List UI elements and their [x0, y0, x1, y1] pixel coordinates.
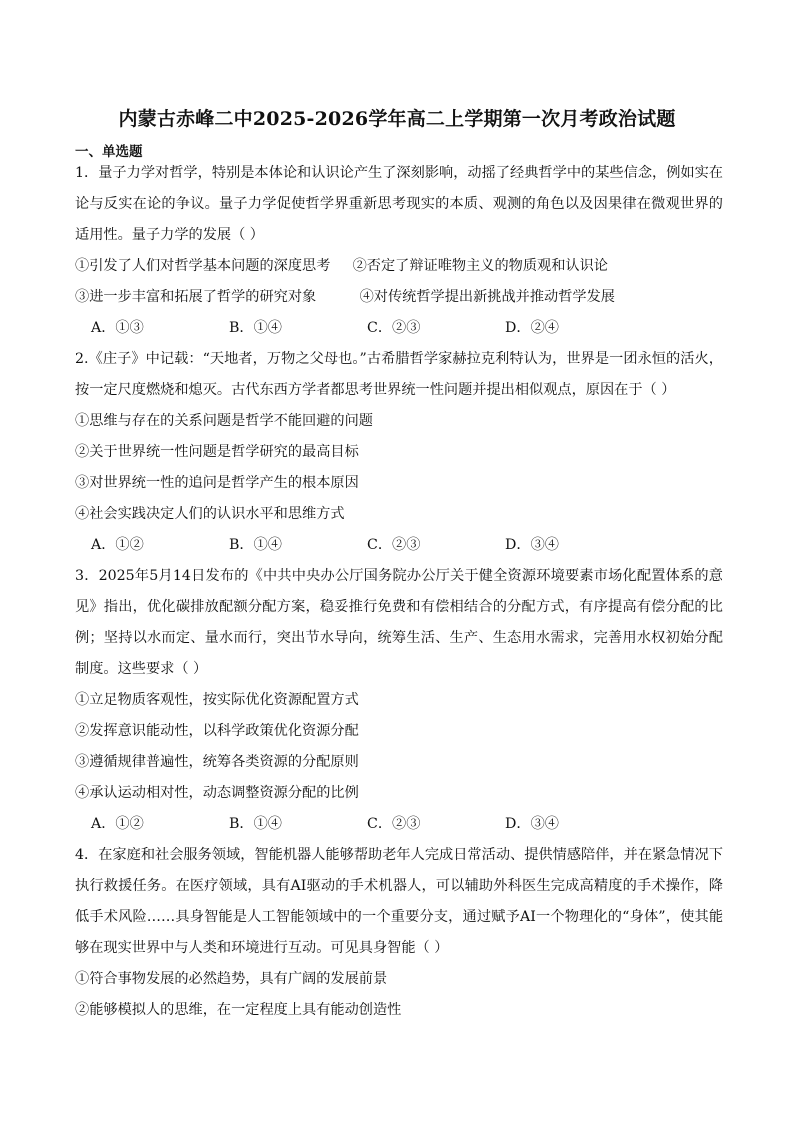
- statement-row: [75, 251, 723, 282]
- statement: ②关于世界统一性问题是哲学研究的最高目标: [75, 444, 359, 460]
- choice-d[interactable]: D．②④: [505, 320, 559, 336]
- choice-a[interactable]: A．①②: [91, 537, 144, 553]
- statement: ②否定了辩证唯物主义的物质观和认识论: [352, 258, 608, 274]
- choice-d[interactable]: D．③④: [505, 816, 559, 832]
- question-stem: 1．量子力学对哲学，特别是本体论和认识论产生了深刻影响，动摇了经典哲学中的某些信念，例如实在论与反实在论的争议。量子力学促使哲学界重新思考现实的本质、观测的角色以及因果律在微观世界的适用性。量子力学的发展（ ）: [75, 165, 723, 243]
- statement: ④对传统哲学提出新挑战并推动哲学发展: [359, 289, 615, 305]
- statement: ②发挥意识能动性，以科学政策优化资源分配: [75, 723, 359, 739]
- choice-b[interactable]: B．①④: [229, 537, 282, 553]
- question-1: [75, 158, 723, 344]
- choice-c[interactable]: C．②③: [367, 320, 421, 336]
- questions: [75, 158, 723, 1026]
- choice-c[interactable]: C．②③: [367, 537, 421, 553]
- question-stem: 4．在家庭和社会服务领域，智能机器人能够帮助老年人完成日常活动、提供情感陪伴，并在紧急情况下执行救援任务。在医疗领域，具有AI驱动的手术机器人，可以辅助外科医生完成高精度的手术操作，降低手术风险……具身智能是人工智能领域中的一个重要分支，通过赋予AI一个物理化的“身体”，使其能够在现实世界中与人类和环境进行互动。可见具身智能（ ）: [75, 847, 724, 956]
- statement: ①立足物质客观性，按实际优化资源配置方式: [75, 692, 359, 708]
- choice-d[interactable]: D．③④: [505, 537, 559, 553]
- statement: ③遵循规律普遍性，统筹各类资源的分配原则: [75, 754, 359, 770]
- section-heading: 一、单选题: [75, 144, 143, 160]
- choice-a[interactable]: A．①②: [91, 816, 144, 832]
- question-2: [75, 344, 723, 561]
- question-stem: 2.《庄子》中记载：“天地者，万物之父母也。”古希腊哲学家赫拉克利特认为，世界是一团永恒的活火，按一定尺度燃烧和熄灭。古代东西方学者都思考世界统一性问题并提出相似观点，原因在于（ ）: [75, 351, 723, 398]
- statement: ③对世界统一性的追问是哲学产生的根本原因: [75, 475, 359, 491]
- choice-c[interactable]: C．②③: [367, 816, 421, 832]
- answer-choices: [75, 530, 723, 561]
- question-stem: 3．2025年5月14日发布的《中共中央办公厅国务院办公厅关于健全资源环境要素市场化配置体系的意见》指出，优化碳排放配额分配方案，稳妥推行免费和有偿相结合的分配方式，有序提高有偿分配的比例；坚持以水而定、量水而行，突出节水导向，统筹生活、生产、生态用水需求，完善用水权初始分配制度。这些要求（ ）: [75, 568, 723, 677]
- choice-a[interactable]: A．①③: [91, 320, 144, 336]
- statement: ④社会实践决定人们的认识水平和思维方式: [75, 506, 345, 522]
- statement: ①思维与存在的关系问题是哲学不能回避的问题: [75, 413, 373, 429]
- statement: ②能够模拟人的思维，在一定程度上具有能动创造性: [75, 1002, 402, 1018]
- choice-b[interactable]: B．①④: [229, 320, 282, 336]
- statement-row: [75, 282, 723, 313]
- statement: ④承认运动相对性，动态调整资源分配的比例: [75, 785, 359, 801]
- question-4: [75, 840, 723, 1026]
- question-3: [75, 561, 723, 840]
- statement: ③进一步丰富和拓展了哲学的研究对象: [75, 289, 317, 305]
- statement: ①引发了人们对哲学基本问题的深度思考: [75, 258, 331, 274]
- answer-choices: [75, 313, 723, 344]
- statement: ①符合事物发展的必然趋势，具有广阔的发展前景: [75, 971, 388, 987]
- answer-choices: [75, 809, 723, 840]
- choice-b[interactable]: B．①④: [229, 816, 282, 832]
- page-title: 内蒙古赤峰二中2025-2026学年高二上学期第一次月考政治试题: [118, 108, 676, 130]
